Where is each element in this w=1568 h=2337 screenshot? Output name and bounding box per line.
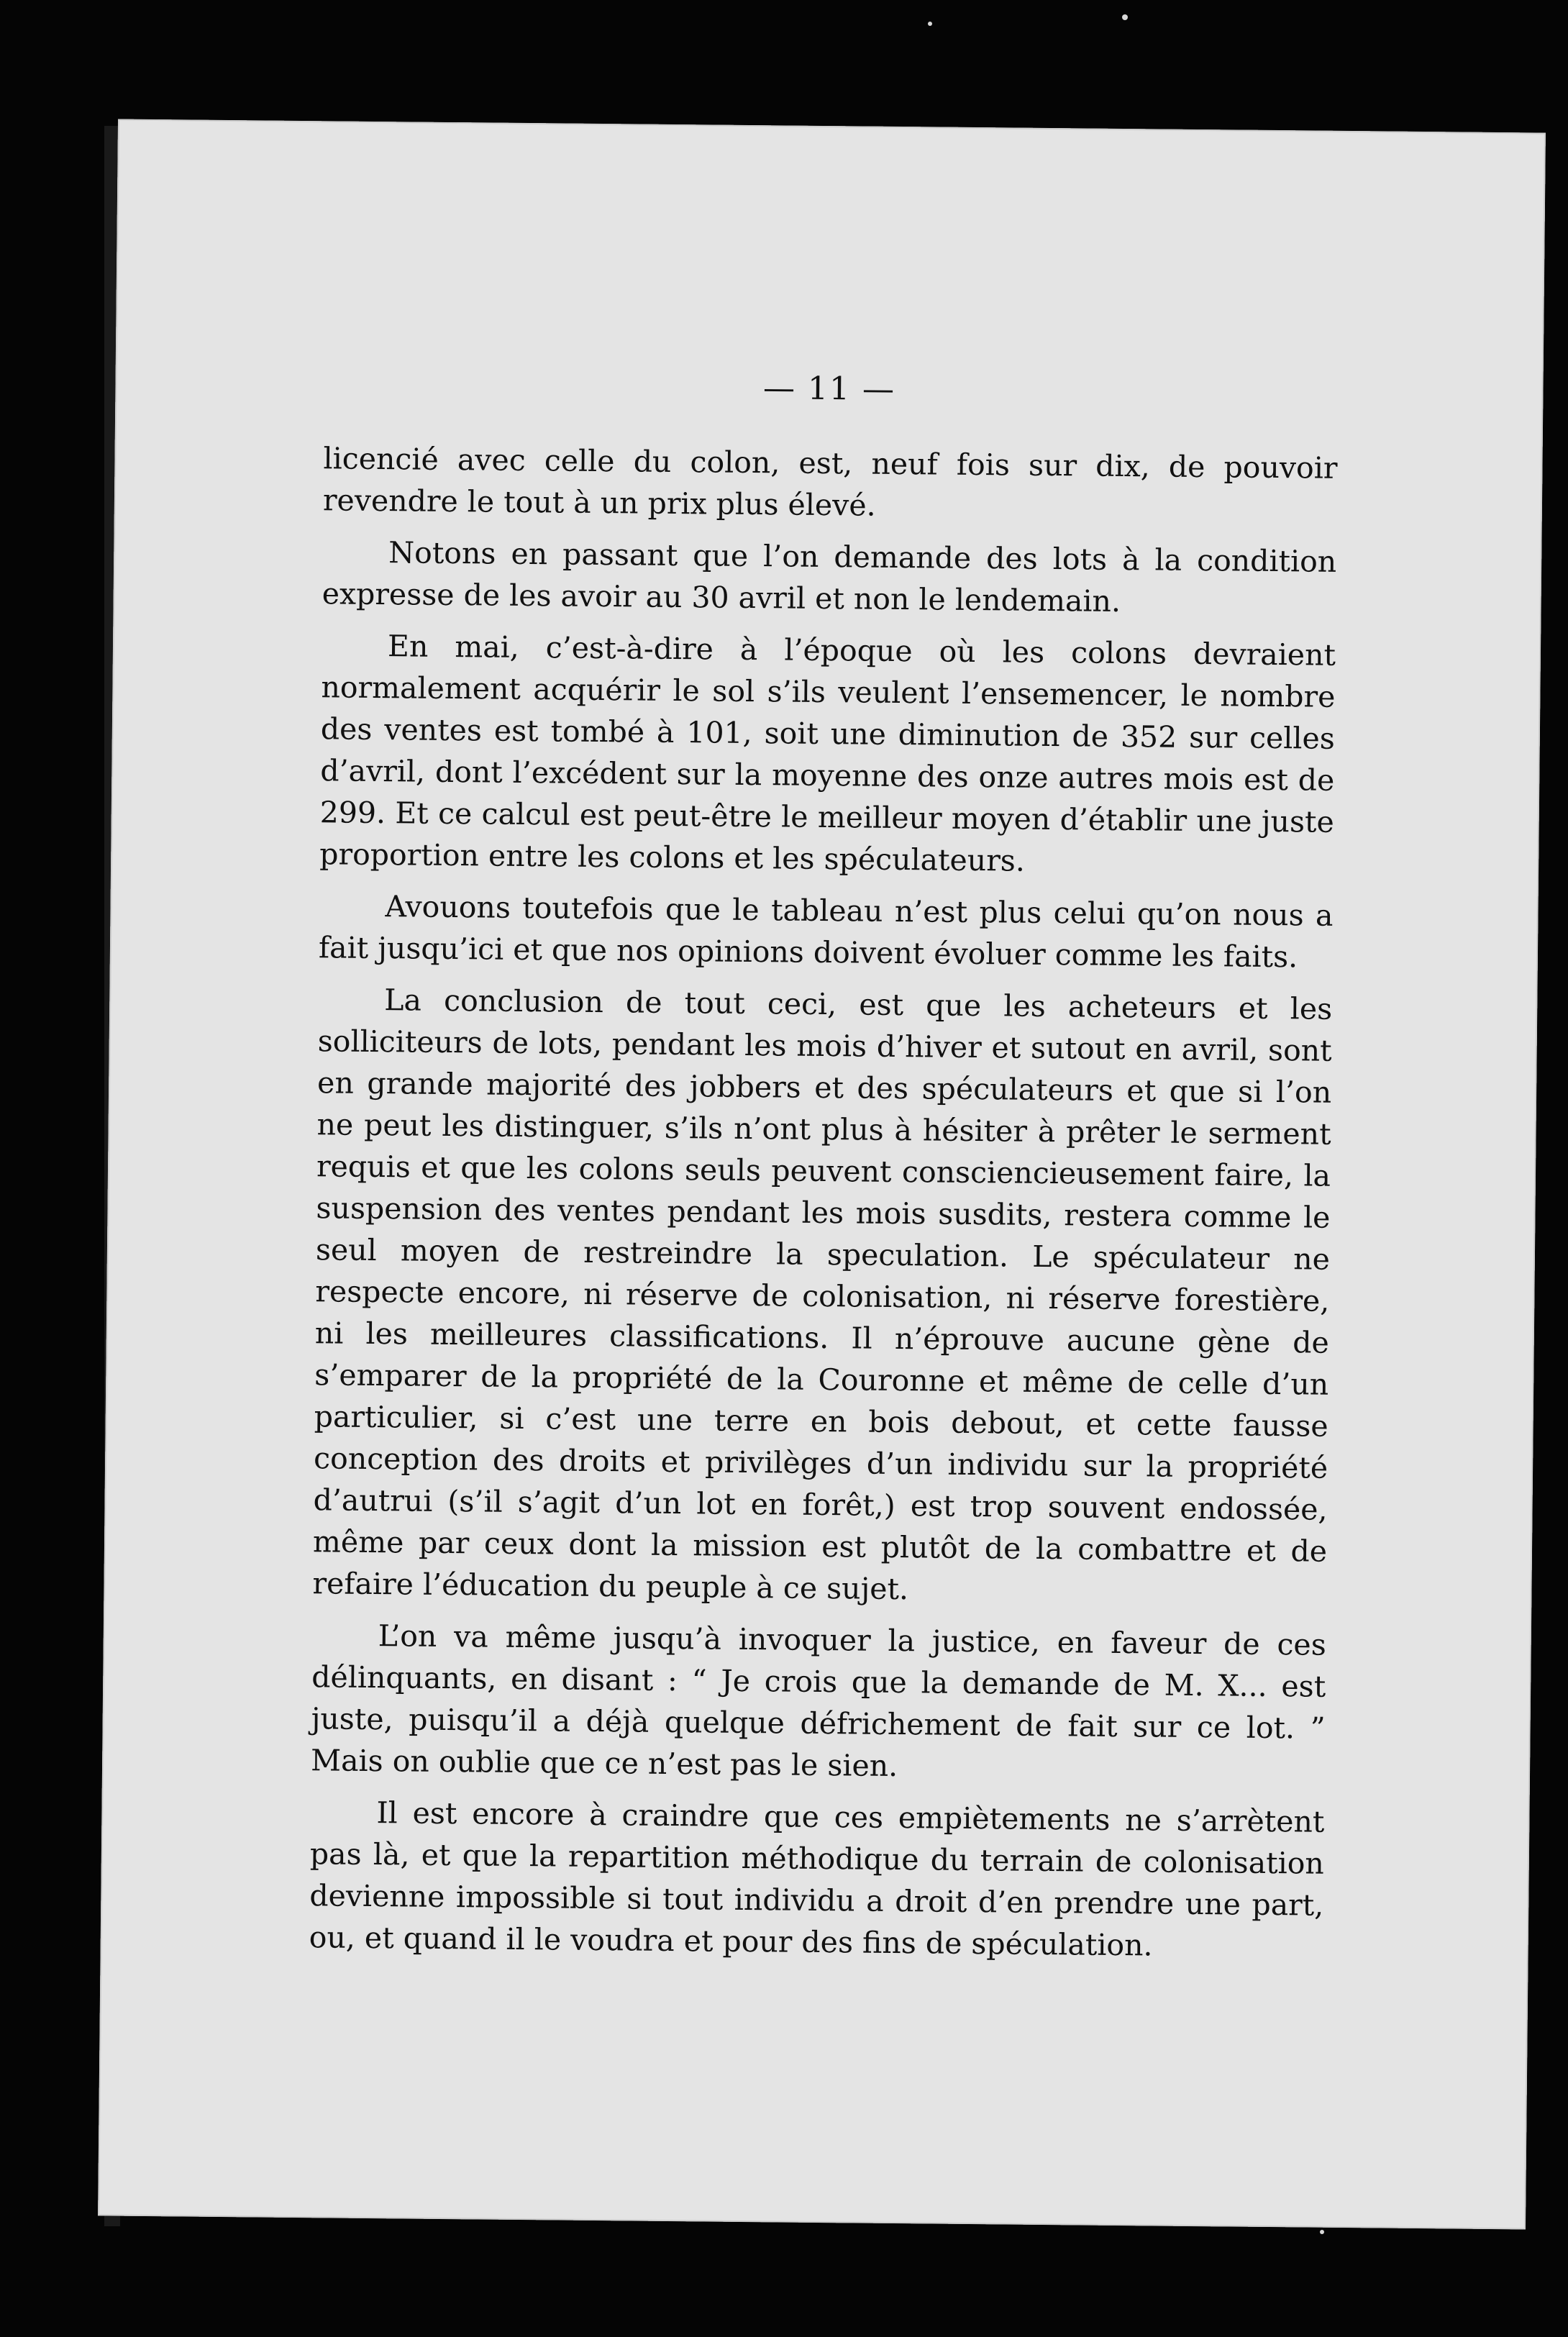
scan-speck <box>1122 14 1128 20</box>
paragraph-2: Notons en passant que l’on demande des lots à la condition expresse de les avoir au 30 avril et non le lendemain. <box>322 535 1337 619</box>
paragraph-1: licencié avec celle du colon, est, neuf fois sur dix, de pouvoir revendre le tout à un prix plus élevé. <box>322 441 1338 523</box>
scan-speck <box>928 22 932 26</box>
paragraph-5: La conclusion de tout ceci, est que les acheteurs et les solliciteurs de lots, pendant les mois d’hiver et sutout en avril, sont en grande majorité des jobbers et des spéculateurs et que si l’on ne peut les distinguer, s’ils n’ont plus à hésiter à prêter le serment requis et que les colons seuls peuvent consciencieusement faire, la suspension des ventes pendant les mois susdits, restera comme le seul moyen de restreindre la speculation. Le spéculateur ne respecte encore, ni réserve de colonisation, ni réserve forestière, ni les meilleures classifications. Il n’éprouve aucune gène de s’emparer de la propriété de la Couronne et même de celle d’un particulier, si c’est une terre en bois debout, et cette fausse conception des droits et privilèges d’un individu sur la propriété d’autrui (s’il s’agit d’un lot en forêt,) est trop souvent endossée, même par ceux dont la mission est plutôt de la combattre et de refaire l’éducation du peuple à ce sujet. <box>312 983 1333 1607</box>
scan-speck <box>1320 2230 1324 2234</box>
scanned-page <box>98 119 1546 2230</box>
body-text <box>309 437 1337 1977</box>
paragraph-4: Avouons toutefois que le tableau n’est plus celui qu’on nous a fait jusqu’ici et que nos opinions doivent évoluer comme les faits. <box>318 889 1334 975</box>
page-number: — 11 — <box>762 370 896 408</box>
paragraph-3: En mai, c’est-à-dire à l’époque où les colons devraient normalement acquérir le sol s’ils veulent l’ensemencer, le nombre des ventes est tombé à 101, soit une diminution de 352 sur celles d’avril, dont l’excédent sur la moyenne des onze autres mois est de 299. Et ce calcul est peut-être le meilleur moyen d’établir une juste proportion entre les colons et les spéculateurs. <box>319 629 1336 878</box>
paragraph-7: Il est encore à craindre que ces empiètements ne s’arrètent pas là, et que la repartition méthodique du terrain de colonisation devienne impossible si tout individu a droit d’en prendre une part, ou, et quand il le voudra et pour des fins de spéculation. <box>309 1795 1325 1963</box>
paragraph-6: L’on va même jusqu’à invoquer la justice, en faveur de ces délinquants, en disant : “ Je crois que la demande de M. X... est juste, puisqu’il a déjà quelque défrichement de fait sur ce lot. ” Mais on oublie que ce n’est pas le sien. <box>310 1618 1326 1784</box>
